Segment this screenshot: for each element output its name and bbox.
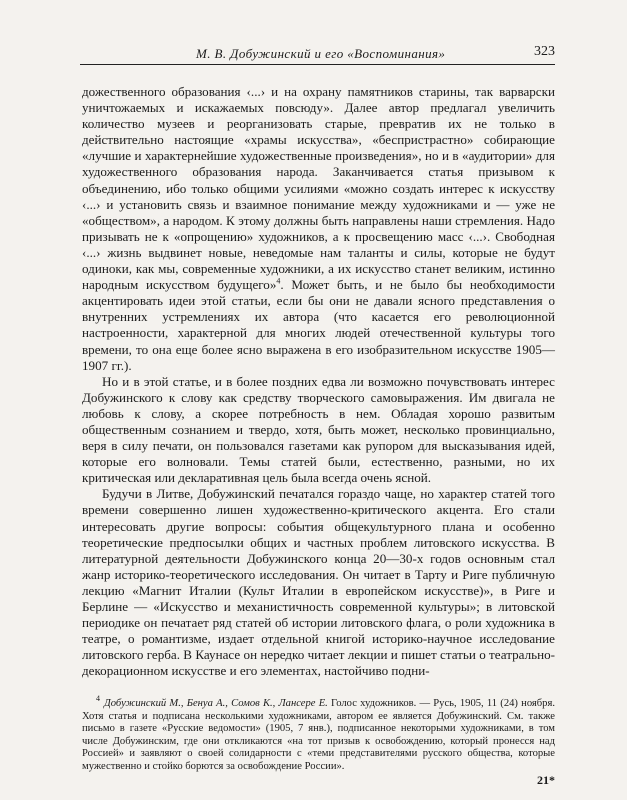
body-text (82, 84, 555, 679)
paragraph-2: Но и в этой статье, и в более поздних едва ли возможно почувствовать интерес Добужинского к слову как средству творческого самовыражения. Им двигала не любовь к слову, а скорее потребность в нем. Обладая хорошо развитым общественным сознанием и твердо, хотя, быть может, несколько провинциально, веря в силу печати, он пользовался газетами как рупором для высказывания идей, которые его волновали. Темы статей были, естественно, разными, но их критическая или декларативная цель была всегда очень ясной. (82, 373, 555, 486)
footnote-authors: Добужинский М., Бенуа А., Сомов К., Лансере Е. (104, 698, 328, 709)
footnote-text: Голос художников. — Русь, 1905, 11 (24) ноября. Хотя статья и подписана несколькими художниками, автором ее является Добужинский. См. также письмо в газете «Русские ведомости» (1905, 7 янв.), подписанное некоторыми художниками, в том числе Добужинским, где они откликаются «на тот призыв к освобождению, который пронесся над Россией» и заявляют о своей солидарности с «теми представителями русского общества, которые мужественно и стойко борются за освобождение России». (82, 698, 555, 772)
paragraph-3: Будучи в Литве, Добужинский печатался гораздо чаще, но характер статей того времени совершенно лишен художественно-критического акцента. Его стали интересовать другие вопросы: события общекультурного плана и особенно теоретические предпосылки общих и частных проблем литовского искусства. В литературной деятельности Добужинского конца 20—30-х годов основным стал жанр историко-теоретического исследования. Он читает в Тарту и Риге публичную лекцию «Магнит Италии (Культ Италии в европейском искусстве)», в Риге и Берлине — «Искусство и механистичность современной культуры»; в литовской периодике он печатает ряд статей об истории литовского флага, о роли художника в театре, о романтизме, издает отдельной книгой историко-научное исследование литовского герба. В Каунасе он нередко читает лекции и пишет статьи о театрально-декорационном искусстве и его элементах, настойчиво подни- (82, 486, 555, 679)
footnote-reference: 4 (276, 276, 281, 286)
page-number: 323 (534, 44, 555, 59)
paragraph-1-tail: . Может быть, и не было бы необходимости акцентировать идеи этой статьи, если бы они не давали ясного представления о внутренних устремлениях их автора (что касается его революционной настроенности, характерной для многих людей отечественной культуры того времени, то она еще более ясно выражена в его изобразительном искусстве 1905—1907 гг.). (82, 277, 555, 373)
printer-signature: 21* (537, 773, 555, 787)
running-head (80, 36, 555, 65)
paragraph-1-text: дожественного образования ‹...› и на охрану памятников старины, так варварски уничтожаемых и искажаемых повсюду». Далее автор предлагал увеличить количество музеев и реорганизовать старые, превратив их не только в действительно настоящие «храмы искусства», «беспристрастно» собирающие «лучшие и характернейшие художественные произведения», но и в «аудитории» для художественного образования народа. Заканчивается статья призывом к объединению, ибо только общими усилиями «можно создать интерес к искусству ‹...› и установить связь и взаимное понимание между художниками и — уже не «обществом», а народом. К этому должны быть направлены наши стремления. Надо призывать не к «опрощению» художников, а к просвещению масс ‹...›. Свободная ‹...› жизнь выдвинет новые, неведомые нам таланты и силы, которые не будут одиноки, как мы, современные художники, а их искусство станет великим, истинно народным искусством будущего» (82, 84, 555, 293)
footnote-4 (82, 694, 555, 774)
running-title: М. В. Добужинский и его «Воспоминания» (196, 46, 446, 61)
footnote-marker: 4 (96, 694, 100, 704)
footnotes (82, 694, 555, 774)
paragraph-1 (82, 84, 555, 374)
